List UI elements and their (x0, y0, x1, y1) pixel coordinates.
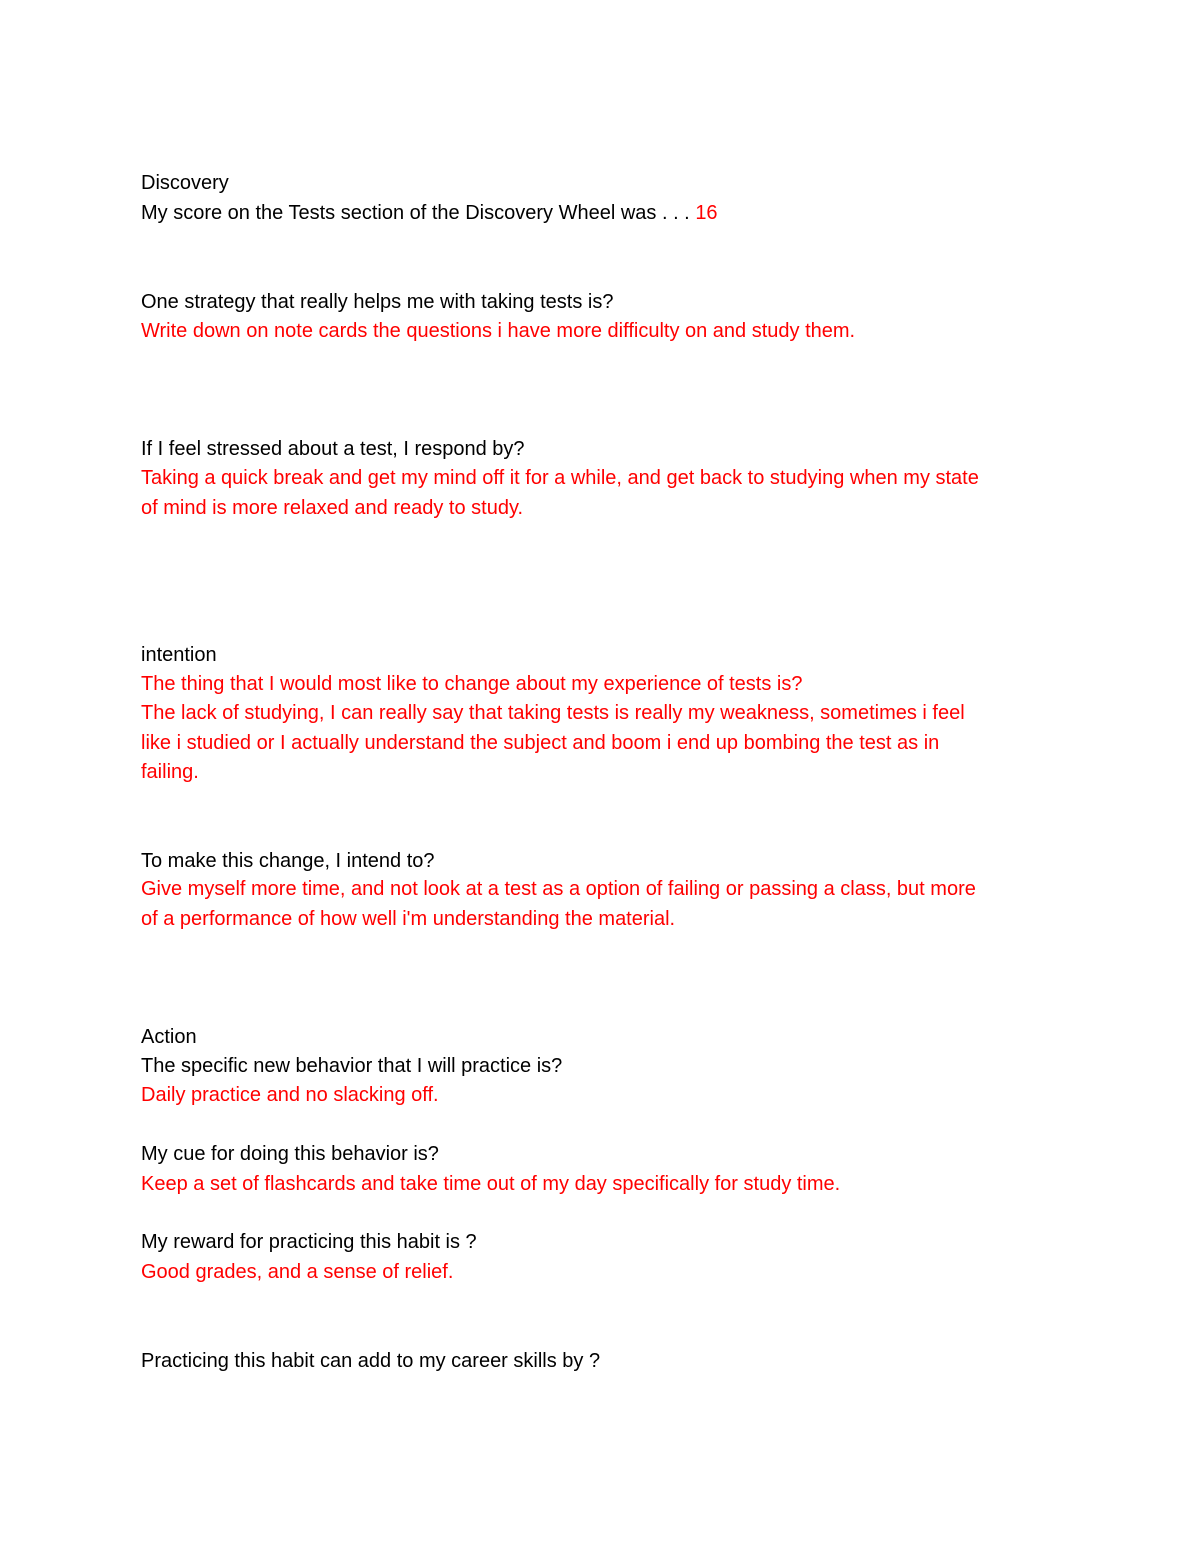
answer-cue: Keep a set of flashcards and take time out of my day specifically for study time. (141, 1173, 841, 1195)
question-change: The thing that I would most like to change about my experience of tests is? (141, 673, 803, 695)
answer-change-line: like i studied or I actually understand the subject and boom i end up bombing the test as in (141, 732, 940, 754)
score-prompt: My score on the Tests section of the Discovery Wheel was . . . (141, 202, 690, 224)
answer-stress-line: Taking a quick break and get my mind off it for a while, and get back to studying when my state (141, 467, 979, 489)
section-heading-discovery: Discovery (141, 172, 229, 194)
answer-change-line: The lack of studying, I can really say that taking tests is really my weakness, sometimes i feel (141, 702, 965, 724)
question-career: Practicing this habit can add to my career skills by ? (141, 1350, 601, 1372)
section-heading-intention: intention (141, 644, 217, 666)
answer-intend-line: Give myself more time, and not look at a test as a option of failing or passing a class, but more (141, 878, 976, 900)
answer-reward: Good grades, and a sense of relief. (141, 1261, 454, 1283)
answer-strategy: Write down on note cards the questions i have more difficulty on and study them. (141, 320, 856, 342)
question-strategy: One strategy that really helps me with taking tests is? (141, 291, 614, 313)
question-stress: If I feel stressed about a test, I respond by? (141, 438, 525, 460)
answer-stress-line: of mind is more relaxed and ready to study. (141, 497, 524, 519)
score-line (141, 201, 718, 225)
question-reward: My reward for practicing this habit is ? (141, 1231, 477, 1253)
answer-behavior: Daily practice and no slacking off. (141, 1084, 439, 1106)
answer-intend-line: of a performance of how well i'm understanding the material. (141, 908, 676, 930)
question-behavior: The specific new behavior that I will practice is? (141, 1055, 563, 1077)
section-heading-action: Action (141, 1026, 197, 1048)
question-cue: My cue for doing this behavior is? (141, 1143, 439, 1165)
question-intend: To make this change, I intend to? (141, 850, 435, 872)
score-value: 16 (695, 202, 718, 224)
answer-change-line: failing. (141, 761, 199, 783)
